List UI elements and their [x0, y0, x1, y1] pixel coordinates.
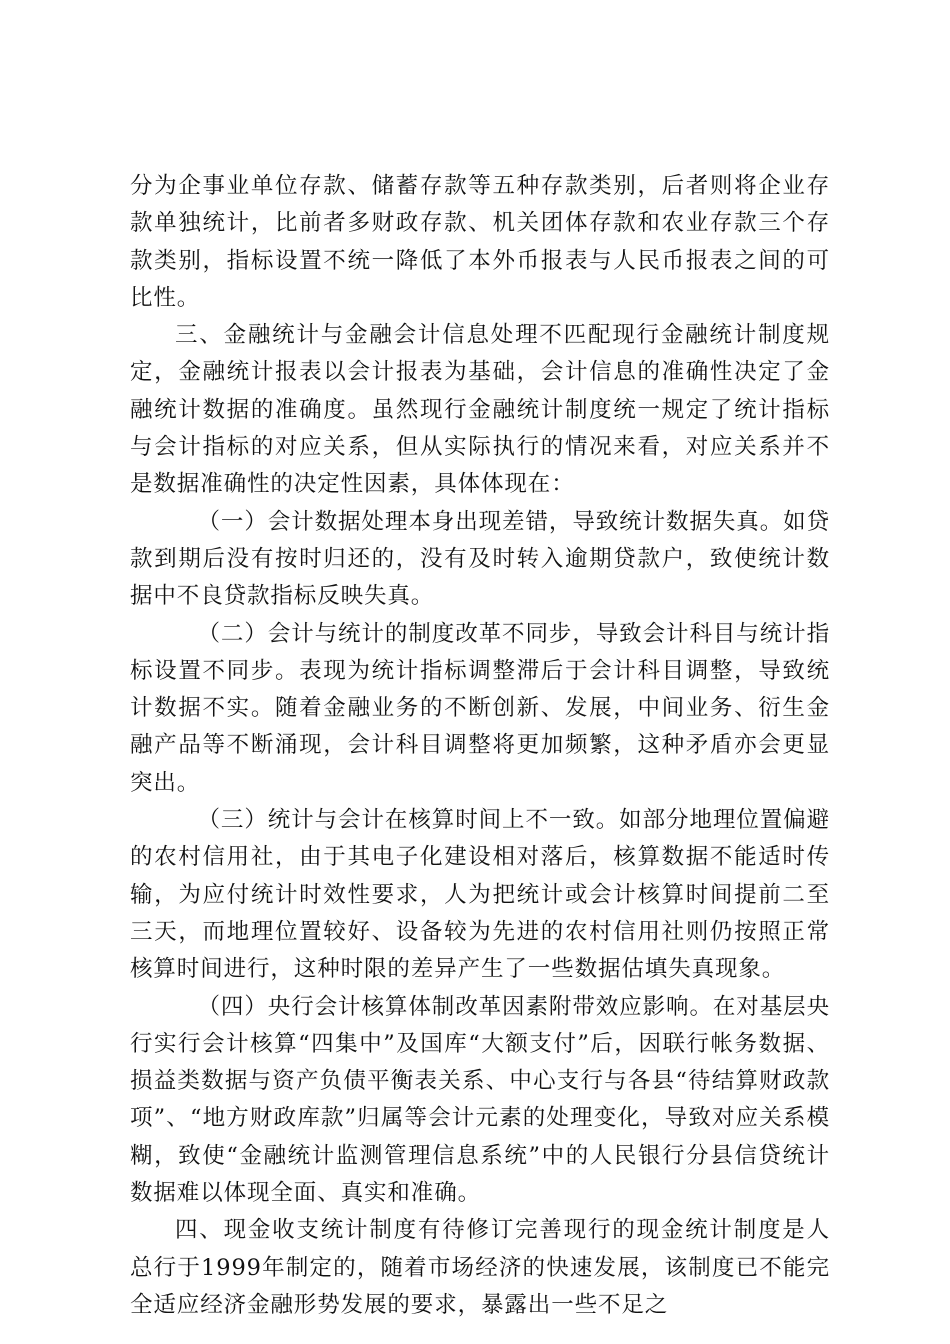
paragraph-item-two: （二）会计与统计的制度改革不同步，导致会计科目与统计指标设置不同步。表现为统计指标调整滞后于会计科目调整，导致统计数据不实。随着金融业务的不断创新、发展，中间业务、衍生金融产品等不断涌现，会计科目调整将更加频繁，这种矛盾亦会更显突出。 [130, 620, 830, 796]
paragraph-item-one: （一）会计数据处理本身出现差错，导致统计数据失真。如贷款到期后没有按时归还的，没有及时转入逾期贷款户，致使统计数据中不良贷款指标反映失真。 [130, 508, 830, 610]
paragraph-section-three: 三、金融统计与金融会计信息处理不匹配现行金融统计制度规定，金融统计报表以会计报表为基础，会计信息的准确性决定了金融统计数据的准确度。虽然现行金融统计制度统一规定了统计指标与会计指标的对应关系，但从实际执行的情况来看，对应关系并不是数据准确性的决定性因素，具体体现在： [130, 322, 830, 498]
paragraph-item-three: （三）统计与会计在核算时间上不一致。如部分地理位置偏避的农村信用社，由于其电子化建设相对落后，核算数据不能适时传输，为应付统计时效性要求，人为把统计或会计核算时间提前二至三天，而地理位置较好、设备较为先进的农村信用社则仍按照正常核算时间进行，这种时限的差异产生了一些数据估填失真现象。 [130, 807, 830, 983]
paragraph-section-four: 四、现金收支统计制度有待修订完善现行的现金统计制度是人总行于1999年制定的，随着市场经济的快速发展，该制度已不能完全适应经济金融形势发展的要求，暴露出一些不足之 [130, 1217, 830, 1318]
paragraph-continuation: 分为企事业单位存款、储蓄存款等五种存款类别，后者则将企业存款单独统计，比前者多财政存款、机关团体存款和农业存款三个存款类别，指标设置不统一降低了本外币报表与人民币报表之间的可比性。 [130, 173, 830, 311]
document-body [130, 168, 830, 1324]
paragraph-item-four: （四）央行会计核算体制改革因素附带效应影响。在对基层央行实行会计核算“四集中”及国库“大额支付”后，因联行帐务数据、损益类数据与资产负债平衡表关系、中心支行与各县“待结算财政款项”、“地方财政库款”归属等会计元素的处理变化，导致对应关系模糊，致使“金融统计监测管理信息系统”中的人民银行分县信贷统计数据难以体现全面、真实和准确。 [130, 993, 830, 1207]
